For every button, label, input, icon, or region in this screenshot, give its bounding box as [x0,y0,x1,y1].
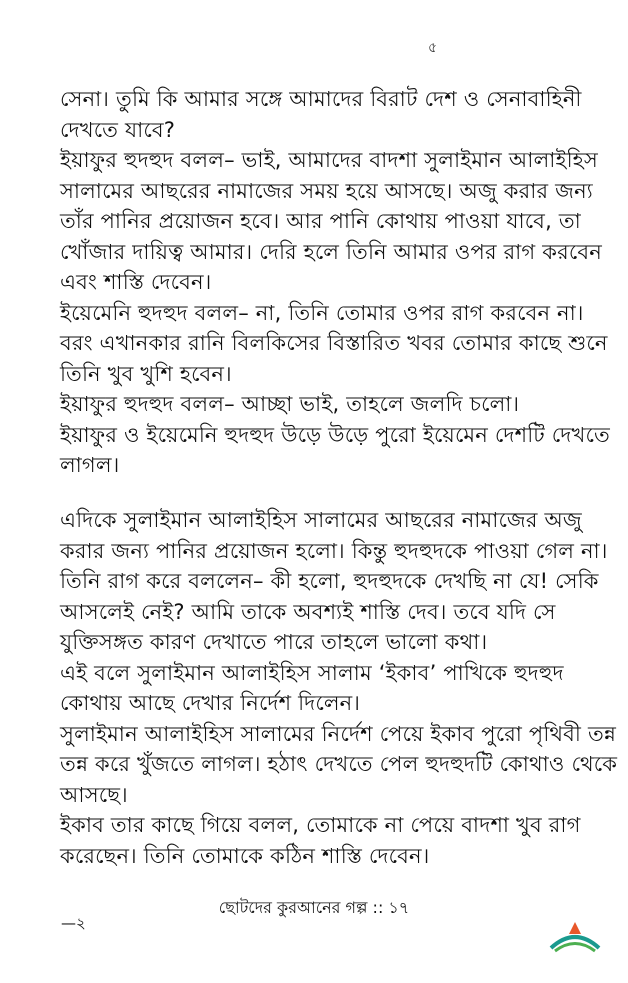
top-mark: ৫ [428,40,438,56]
paragraph: এই বলে সুলাইমান আলাইহিস সালাম ‘ইকাব’ পাখিকে হুদহুদ কোথায় আছে দেখার নির্দেশ দিলেন। [60,660,571,715]
publisher-logo-icon [545,918,605,954]
paragraph: ইকাব তার কাছে গিয়ে বলল, তোমাকে না পেয়ে বাদশা খুব রাগ করেছেন। তিনি তোমাকে কঠিন শাস্তি দেবেন। [60,813,588,868]
story-section-1 [60,84,620,481]
paragraph: সুলাইমান আলাইহিস সালামের নির্দেশ পেয়ে ইকাব পুরো পৃথিবী তন্ন তন্ন করে খুঁজতে লাগল। হঠাৎ দেখতে পেল হুদহুদটি কোথাও থেকে আসছে। [60,721,624,807]
paragraph: ইয়াফুর হুদহুদ বলল– আচ্ছা ভাই, তাহলে জলদি চলো। [60,392,520,416]
paragraph: ইয়াফুর ও ইয়েমেনি হুদহুদ উড়ে উড়ে পুরো ইয়েমেন দেশটি দেখতে লাগল। [60,422,617,477]
story-section-2 [60,505,624,871]
paragraph: এদিকে সুলাইমান আলাইহিস সালামের আছরের নামাজের অজু করার জন্য পানির প্রয়োজন হলো। কিন্তু হুদহুদকে পাওয়া গেল না। তিনি রাগ করে বললেন– কী হলো, হুদহুদকে দেখছি না যে! সেকি আসলেই নেই? আমি তাকে অবশ্যই শাস্তি দেব। তবে যদি সে যুক্তিসঙ্গত কারণ দেখাতে পারে তাহলে ভালো কথা। [60,508,615,654]
paragraph: ইয়াফুর হুদহুদ বলল– ভাই, আমাদের বাদশা সুলাইমান আলাইহিস সালামের আছরের নামাজের সময় হয়ে আসছে। অজু করার জন্য তাঁর পানির প্রয়োজন হবে। আর পানি কোথায় পাওয়া যাবে, তা খোঁজার দায়িত্ব আমার। দেরি হলে তিনি আমার ওপর রাগ করবেন এবং শাস্তি দেবেন। [60,148,609,294]
paragraph: সেনা। তুমি কি আমার সঙ্গে আমাদের বিরাট দেশ ও সেনাবাহিনী দেখতে যাবে? [60,87,589,142]
signature-mark: —২ [61,914,86,932]
page-footer: ছোটদের কুরআনের গল্প :: ১৭ [218,898,410,917]
paragraph: ইয়েমেনি হুদহুদ বলল– না, তিনি তোমার ওপর রাগ করবেন না। বরং এখানকার রানি বিলকিসের বিস্তারিত খবর তোমার কাছে শুনে তিনি খুব খুশি হবেন। [60,300,615,386]
